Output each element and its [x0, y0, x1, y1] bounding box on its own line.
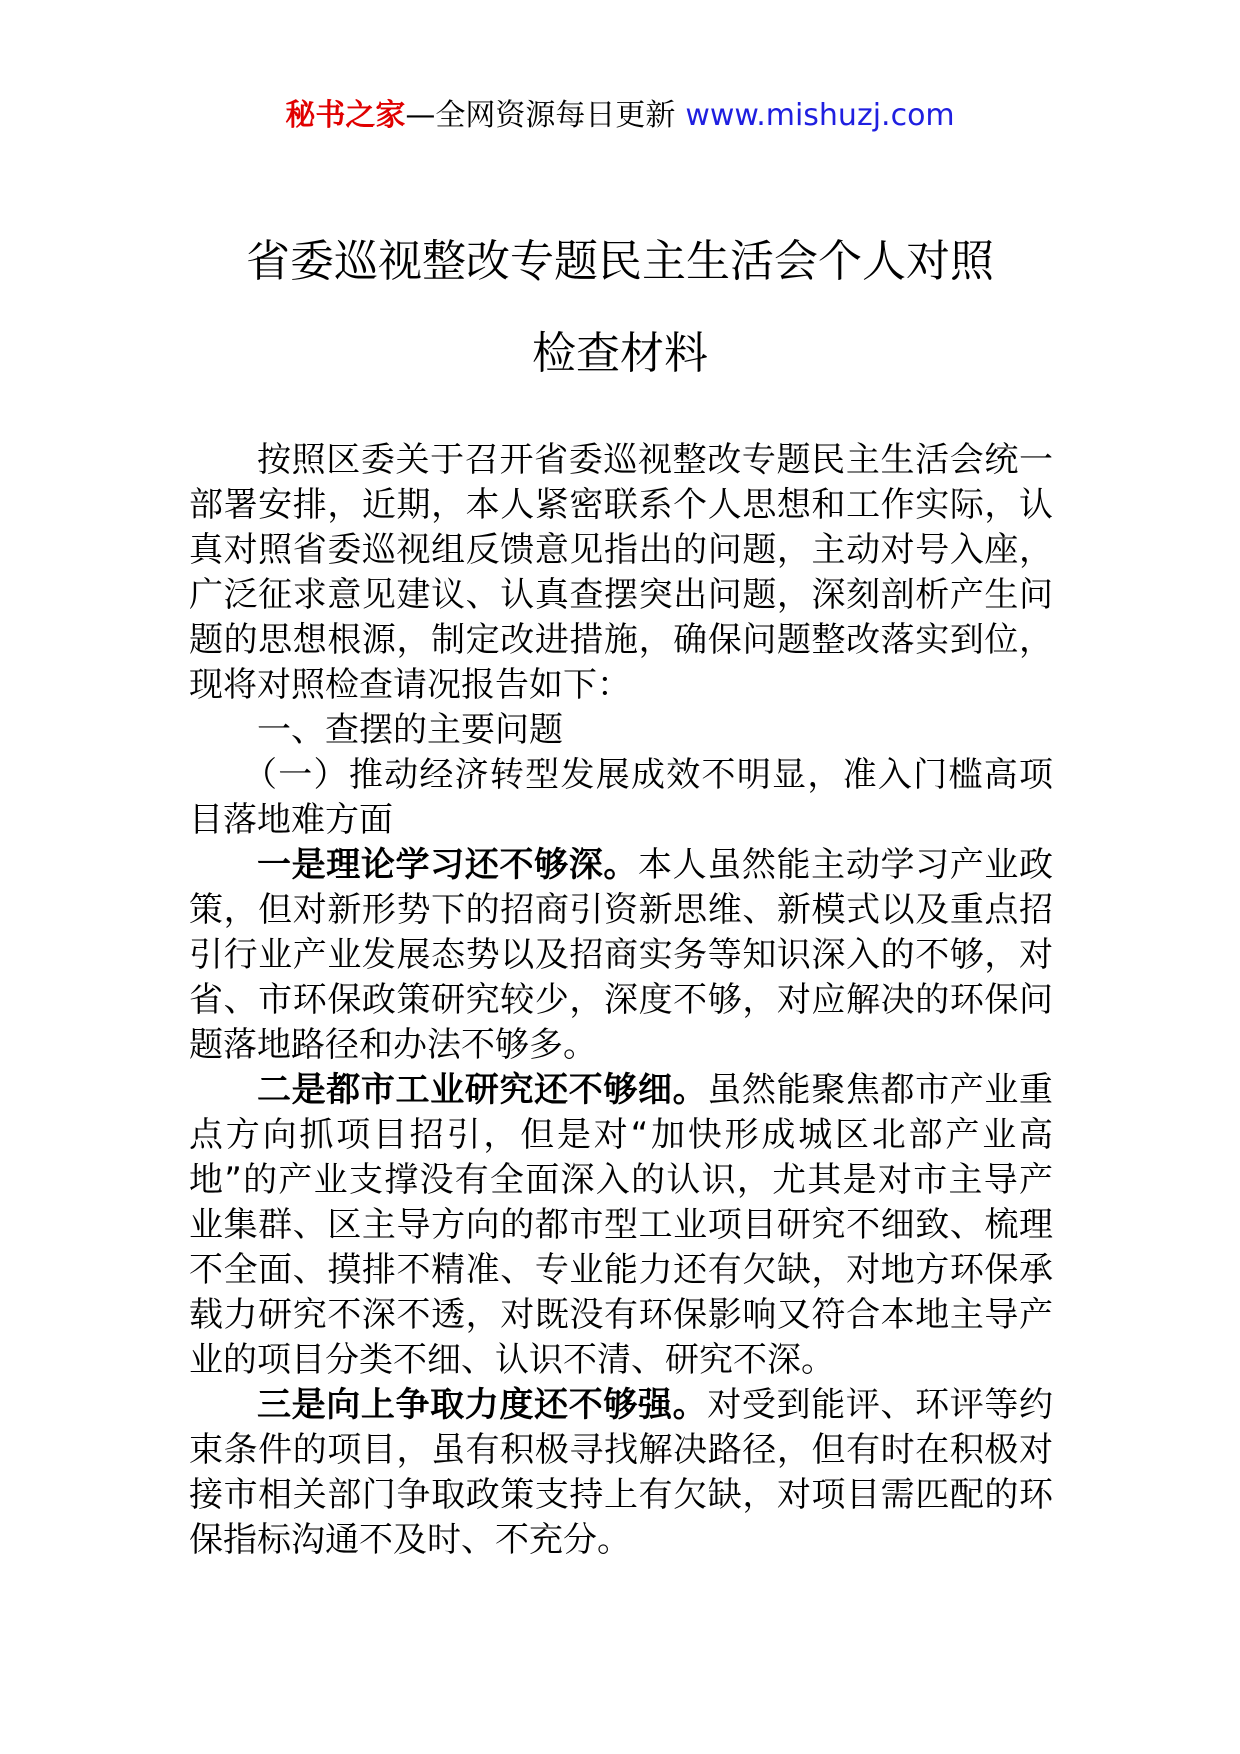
document-title-line-1: 省委巡视整改专题民主生活会个人对照 [246, 236, 994, 287]
point-text-3: 对受到能评、环评等约束条件的项目，虽有积极寻找解决路径，但有时在积极对接市相关部门争取政策支持上有欠缺，对项目需匹配的环保指标沟通不及时、不充分。 [189, 1385, 1054, 1560]
point-lead-1: 一是理论学习还不够深。 [257, 845, 638, 885]
site-header [0, 96, 1240, 136]
document-body [189, 438, 1053, 1563]
point-text-2: 虽然能聚焦都市产业重点方向抓项目招引，但是对“加快形成城区北部产业高地”的产业支撑没有全面深入的认识，尤其是对市主导产业集群、区主导方向的都市型工业项目研究不细致、梳理不全面、摸排不精准、专业能力还有欠缺，对地方环保承载力研究不深不透，对既没有环保影响又符合本地主导产业的项目分类不细、认识不清、研究不深。 [189, 1070, 1054, 1380]
point-text-1: 本人虽然能主动学习产业政策，但对新形势下的招商引资新思维、新模式以及重点招引行业产业发展态势以及招商实务等知识深入的不够，对省、市环保政策研究较少，深度不够，对应解决的环保问题落地路径和办法不够多。 [189, 845, 1053, 1065]
point-paragraph-1 [189, 843, 1053, 1068]
document-title-line-2: 检查材料 [532, 328, 708, 379]
header-tagline: —全网资源每日更新 [405, 98, 676, 133]
site-url-link[interactable]: www.mishuzj.com [685, 98, 955, 133]
point-lead-2: 二是都市工业研究还不够细。 [257, 1070, 708, 1110]
point-paragraph-3 [189, 1383, 1053, 1563]
intro-paragraph: 按照区委关于召开省委巡视整改专题民主生活会统一部署安排，近期，本人紧密联系个人思想和工作实际，认真对照省委巡视组反馈意见指出的问题，主动对号入座，广泛征求意见建议、认真查摆突出问题，深刻剖析产生问题的思想根源，制定改进措施，确保问题整改落实到位，现将对照检查请况报告如下： [189, 440, 1053, 705]
subsection-heading: （一）推动经济转型发展成效不明显，准入门槛高项目落地难方面 [189, 755, 1053, 840]
point-paragraph-2 [189, 1068, 1053, 1383]
section-heading: 一、查摆的主要问题 [257, 710, 563, 750]
brand-name: 秘书之家 [285, 98, 406, 133]
point-lead-3: 三是向上争取力度还不够强。 [257, 1385, 708, 1425]
